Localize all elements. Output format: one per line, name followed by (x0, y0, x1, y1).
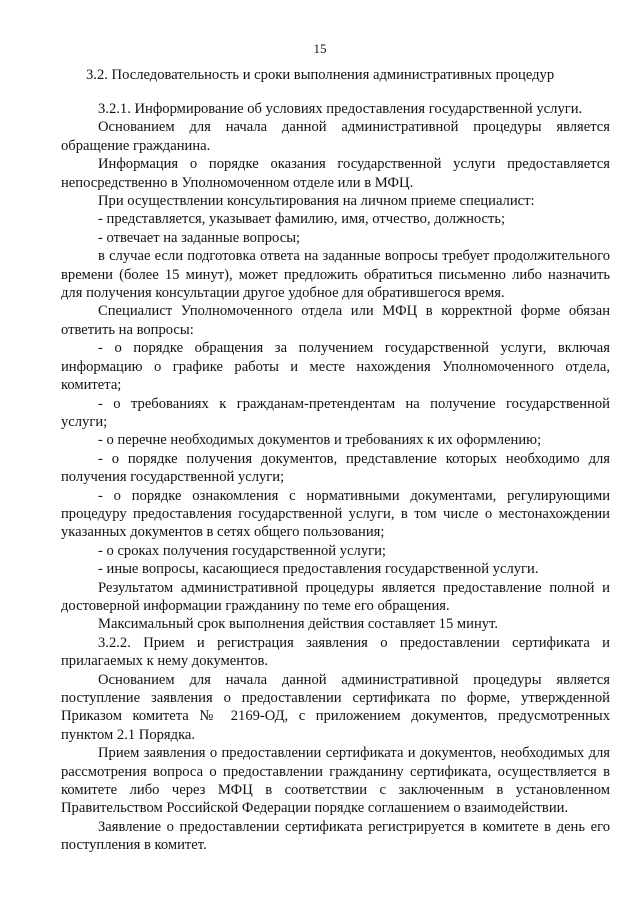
page-number: 15 (313, 41, 327, 56)
paragraph: При осуществлении консультирования на личном приеме специалист: (98, 193, 535, 210)
list-item: - о требованиях к гражданам-претендентам на получение государственной услуги; (61, 395, 610, 430)
paragraph: Максимальный срок выполнения действия составляет 15 минут. (98, 616, 498, 633)
paragraph: Специалист Уполномоченного отдела или МФЦ в корректной форме обязан ответить на вопросы: (61, 303, 610, 338)
section-heading: 3.2. Последовательность и сроки выполнения административных процедур (86, 67, 555, 83)
paragraph: Основанием для начала данной административной процедуры является поступление заявления о предоставлении сертификата по форме, утвержденной Приказом комитета № 2169-ОД, с приложением документов, предусмотренных пунктом 2.1 Порядка. (61, 671, 610, 743)
document-body (61, 100, 610, 855)
paragraph: Прием заявления о предоставлении сертификата и документов, необходимых для рассмотрения вопроса о предоставлении гражданину сертификата, осуществляется в комитете либо через МФЦ в соответствии с заключенным в установленном Правительством Российской Федерации порядке соглашением о взаимодействии. (61, 745, 610, 817)
paragraph: Заявление о предоставлении сертификата регистрируется в комитете в день его поступления в комитет. (61, 818, 610, 854)
list-item: - представляется, указывает фамилию, имя, отчество, должность; (98, 211, 506, 228)
paragraph: 3.2.2. Прием и регистрация заявления о предоставлении сертификата и прилагаемых к нему документов. (61, 634, 610, 670)
paragraph: 3.2.1. Информирование об условиях предоставления государственной услуги. (98, 101, 583, 117)
list-item: - о перечне необходимых документов и требованиях к их оформлению; (98, 432, 542, 449)
paragraph: Результатом административной процедуры является предоставление полной и достоверной информации гражданину по теме его обращения. (61, 579, 610, 614)
list-item: - о порядке обращения за получением государственной услуги, включая информацию о графике работы и месте нахождения Уполномоченного отдела, комитета; (61, 340, 610, 394)
list-item: - о порядке ознакомления с нормативными документами, регулирующими процедуру предоставления государственной услуги, в том числе о местонахождении указанных документов в сетях общего пользования; (61, 487, 610, 541)
paragraph: Основанием для начала данной административной процедуры является обращение гражданина. (61, 119, 610, 154)
paragraph: Информация о порядке оказания государственной услуги предоставляется непосредственно в Уполномоченном отделе или в МФЦ. (61, 156, 610, 191)
paragraph: в случае если подготовка ответа на заданные вопросы требует продолжительного времени (более 15 минут), может предложить обратиться письменно либо назначить для получения консультации другое удобное для обратившегося время. (61, 248, 610, 302)
list-item: - иные вопросы, касающиеся предоставления государственной услуги. (98, 561, 539, 578)
list-item: - отвечает на заданные вопросы; (98, 229, 301, 246)
list-item: - о порядке получения документов, представление которых необходимо для получения государственной услуги; (61, 450, 610, 486)
list-item: - о сроках получения государственной услуги; (98, 542, 386, 559)
